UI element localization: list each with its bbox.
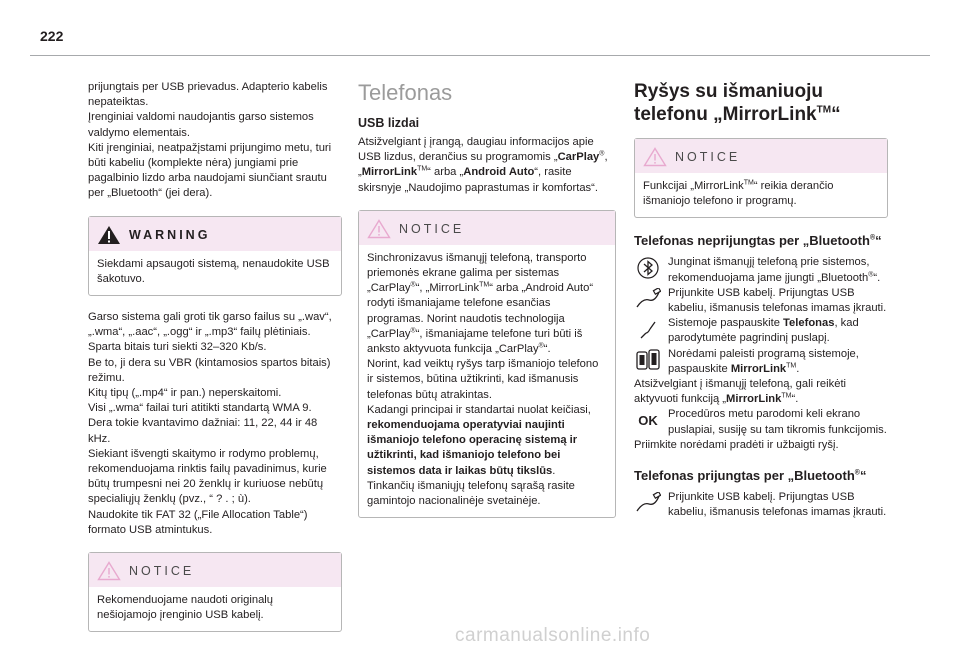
section-title-telefonas: Telefonas — [358, 80, 453, 105]
text-line: Visi „.wma“ failai turi atitikti standartą WMA 9. — [88, 402, 312, 415]
text-line: Dera tokie kvantavimo dažniai: 11, 22, 44 ir 48 kHz. — [88, 417, 318, 445]
subsection-usb: USB lizdai — [358, 116, 420, 130]
section-title-mirrorlink: Ryšys su išmaniuoju telefonu „MirrorLink™“ — [634, 81, 841, 125]
text-line: Garso sistema gali groti tik garso failus su „.wav“, „.wma“, „.aac“, „.ogg“ ir „.mp3“ failų plėtiniais. Sparta bitais turi siekti 32–320 Kb/s. — [88, 311, 332, 354]
notice-body: Sinchronizavus išmanųjį telefoną, transporto priemonės ekrane galima per sistemas „CarPlay®“, „MirrorLink™“ arba „Android Auto“ rodyti išmaniajame telefone esančias programas. Norint naudotis technologija „CarPlay®“, išmaniajame telefone turi būti iš anksto aktyvuota funkcija „CarPlay®“. Norint, kad veiktų ryšys tarp išmaniojo telefono ir sistemos, būtina užtikrinti, kad išmanusis telefonas būtų atrakintas. Kadangi principai ir standartai nuolat keičiasi, rekomenduojama operatyviai naujinti išmaniojo telefono operacinę sistemą ir užtikrinti, kad išmaniojo telefono bei sistemos data ir laikas būtų tikslūs. Tinkančių išmaniųjų telefonų sąrašą rasite gamintojo nacionalinėje svetainėje. — [367, 251, 599, 508]
subsection-bluetooth-connected: Telefonas prijungtas per „Bluetooth®“ — [634, 468, 867, 484]
text-line: prijungtais per USB prievadus. Adapterio kabelis nepateiktas. — [88, 81, 328, 109]
usb-cable-icon — [634, 490, 662, 516]
warning-triangle-icon — [97, 225, 121, 245]
notice-title: NOTICE — [399, 221, 465, 236]
warning-box — [88, 216, 342, 296]
step-activate: Atsižvelgiant į išmanųjį telefoną, gali reikėti aktyvuoti funkciją „MirrorLink™“. — [634, 378, 847, 406]
step-ok: OK Procedūros metu parodomi keli ekrano puslapiai, susiję su tam tikromis funkcijomis. — [634, 407, 888, 437]
notice-triangle-icon — [367, 219, 391, 239]
col1-para1 — [88, 80, 342, 202]
step-usb-cable-2: Prijunkite USB kabelį. Prijungtas USB kabeliu, išmanusis telefonas imamas įkrauti. — [634, 490, 888, 520]
usb-cable-icon — [634, 286, 662, 312]
step-bluetooth: Junginat išmanųjį telefoną prie sistemos, rekomenduojama jame įjungti „Bluetooth®“. — [634, 255, 888, 285]
phone-handset-icon — [634, 316, 662, 342]
bluetooth-icon — [634, 255, 662, 281]
column-3 — [634, 80, 888, 520]
watermark: carmanualsonline.info — [455, 625, 651, 646]
subsection-not-bluetooth: Telefonas neprijungtas per „Bluetooth®“ — [634, 233, 882, 249]
col1-para2 — [88, 310, 342, 538]
notice-box-smartphone — [358, 210, 616, 518]
text-line: Siekiant išvengti skaitymo ir rodymo problemų, rekomenduojama rinktis failų pavadinimus, kurie būtų trumpesni nei 20 ženklų ir kuriuose nebūtų specialiųjų ženklų (pvz., “ ? . ; ù). — [88, 447, 327, 506]
step-telefonas: Sistemoje paspauskite Telefonas, kad parodytumėte pagrindinį puslapį. — [634, 316, 888, 346]
step-usb-cable: Prijunkite USB kabelį. Prijungtas USB kabeliu, išmanusis telefonas imamas įkrauti. — [634, 286, 888, 316]
column-1 — [88, 80, 342, 646]
mirrorlink-icon — [634, 347, 662, 373]
warning-title: WARNING — [129, 227, 211, 242]
column-2 — [358, 80, 616, 532]
text-line: Naudokite tik FAT 32 („File Allocation Table“) formato USB atmintukus. — [88, 508, 308, 536]
notice-title: NOTICE — [129, 564, 195, 579]
notice-text: Rekomenduojame naudoti originalų nešiojamojo įrenginio USB kabelį. — [97, 594, 274, 622]
notice-triangle-icon — [643, 147, 667, 167]
notice-text: Funkcijai „MirrorLink™“ reikia derančio išmaniojo telefono ir programų. — [643, 179, 834, 208]
usb-intro: Atsižvelgiant į įrangą, daugiau informacijos apie USB lizdus, derančius su programomis „CarPlay®, „MirrorLink™“ arba „Android Auto“, rasite skirsnyje „Naudojimo paprastumas ir komfortas“. — [358, 136, 608, 194]
warning-text: Siekdami apsaugoti sistemą, nenaudokite USB šakotuvo. — [97, 257, 330, 285]
step-mirrorlink: Norėdami paleisti programą sistemoje, paspauskite MirrorLink™. — [634, 347, 888, 377]
step-accept: Priimkite norėdami pradėti ir užbaigti ryšį. — [634, 438, 839, 451]
page-number: 222 — [40, 28, 64, 44]
ok-label: OK — [638, 412, 658, 428]
header-divider — [30, 55, 930, 56]
text-line: Įrenginiai valdomi naudojantis garso sistemos valdymo elementais. — [88, 111, 314, 139]
notice-title: NOTICE — [675, 150, 741, 164]
text-line: Kiti įrenginiai, neatpažįstami prijungimo metu, turi būti kabeliu (komplekte nėra) jungiami prie pagalbinio lizdo arba naudojami siunčiant srautu per „Bluetooth“ (jei dera). — [88, 141, 332, 200]
text-line: Be to, ji dera su VBR (kintamosios spartos bitais) režimu. — [88, 356, 331, 384]
notice-box-mirrorlink — [634, 138, 888, 218]
text-line: Kitų tipų („.mp4“ ir pan.) neperskaitomi. — [88, 387, 282, 400]
notice-triangle-icon — [97, 561, 121, 581]
notice-box — [88, 552, 342, 632]
